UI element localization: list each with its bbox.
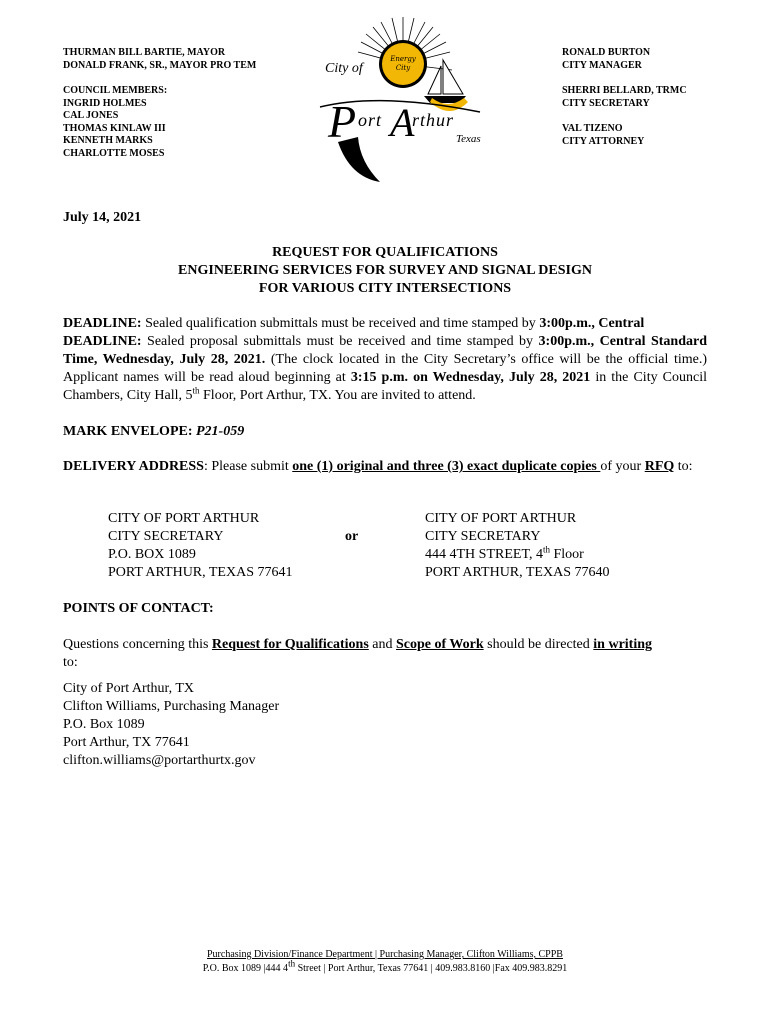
city-manager-block (562, 47, 650, 72)
logo-arthur: rthur (412, 110, 455, 130)
manager-title: CITY MANAGER (562, 59, 642, 71)
manager-name: RONALD BURTON (562, 47, 651, 58)
delivery-text-2: of your (600, 459, 645, 474)
logo-port: ort (358, 110, 383, 130)
mayor-pro-tem: DONALD FRANK, SR., MAYOR PRO TEM (63, 59, 257, 71)
deadline-text: Sealed proposal submittals must be received and time stamped by (141, 334, 539, 349)
sun-text-city: City (395, 64, 411, 72)
council-member: CHARLOTTE MOSES (63, 147, 165, 159)
street-address (425, 510, 610, 582)
opening-time: 3:15 p.m. on Wednesday, July 28, 2021 (350, 370, 591, 385)
deadline-text: Sealed qualification submittals must be received and time stamped by (141, 316, 540, 331)
contact-email: clifton.williams@portarthurtx.gov (63, 753, 256, 768)
page-footer (63, 948, 707, 976)
rfq-emphasis: Request for Qualifications (211, 637, 369, 652)
contact-info (63, 680, 279, 770)
title-line: FOR VARIOUS CITY INTERSECTIONS (258, 281, 512, 296)
logo-p-initial: P (328, 96, 357, 147)
address-line: CITY SECRETARY (108, 529, 224, 544)
delivery-copies: one (1) original and three (3) exact duplicate copies (292, 459, 601, 474)
council-member: THOMAS KINLAW III (63, 122, 166, 134)
contact-org: City of Port Arthur, TX (63, 681, 195, 696)
council-title: COUNCIL MEMBERS: (63, 85, 168, 96)
logo-city-of: City of (325, 61, 363, 76)
deadline-text-clock: (The clock located in the City Secretary’s office will be the official time.) Applicant names will be read aloud beginning at (63, 352, 708, 385)
title-line: REQUEST FOR QUALIFICATIONS (272, 245, 498, 260)
secretary-name: SHERRI BELLARD, TRMC (562, 85, 687, 96)
secretary-title: CITY SECRETARY (562, 97, 650, 109)
delivery-text-3: to: (674, 459, 693, 474)
city-attorney-block (562, 123, 644, 148)
deadline-label: DEADLINE: (63, 316, 142, 331)
address-line: PORT ARTHUR, TEXAS 77641 (108, 565, 293, 580)
document-title (63, 244, 707, 298)
address-line: PORT ARTHUR, TEXAS 77640 (425, 565, 610, 580)
deadline-text-end: Floor, Port Arthur, TX. You are invited to attend. (199, 388, 476, 403)
deadline-qualifications (63, 315, 707, 333)
ordinal-suffix: th (542, 544, 550, 555)
ordinal-suffix: th (192, 385, 200, 396)
title-line: ENGINEERING SERVICES FOR SURVEY AND SIGNAL DESIGN (178, 263, 592, 278)
rfq-number: P21-059 (196, 424, 245, 439)
address-line: CITY OF PORT ARTHUR (108, 511, 260, 526)
officials-block (63, 47, 256, 72)
contact-instructions-end: to: (63, 655, 78, 670)
writing-emphasis: in writing (593, 637, 653, 652)
mailing-address (108, 510, 293, 582)
mark-envelope-label: MARK ENVELOPE: (63, 424, 196, 439)
letter-date: July 14, 2021 (63, 210, 142, 225)
city-secretary-block (562, 85, 687, 110)
contact-city: Port Arthur, TX 77641 (63, 735, 190, 750)
address-or: or (345, 529, 359, 544)
delivery-rfq: RFQ (644, 459, 675, 474)
council-member: INGRID HOLMES (63, 97, 147, 109)
council-member: KENNETH MARKS (63, 135, 153, 146)
address-line: P.O. BOX 1089 (108, 547, 196, 562)
delivery-label: DELIVERY ADDRESS (63, 459, 204, 474)
address-line: CITY SECRETARY (425, 529, 541, 544)
attorney-title: CITY ATTORNEY (562, 135, 645, 147)
contact-instructions: Questions concerning this Request for Qualifications and Scope of Work should be directed in writing (63, 637, 653, 652)
council-member: CAL JONES (63, 110, 119, 121)
deadline-time: 3:00p.m., Central Standard Time, Wednesday, July 28, 2021. (63, 334, 707, 367)
logo-texas: Texas (456, 133, 481, 145)
mayor: THURMAN BILL BARTIE, MAYOR (63, 47, 226, 58)
deadline-proposal (63, 333, 707, 405)
sun-text-energy: Energy (390, 55, 416, 63)
delivery-text: : Please submit (203, 459, 293, 474)
address-line: 444 4TH STREET, 4th Floor (425, 544, 584, 562)
attorney-name: VAL TIZENO (562, 123, 623, 134)
scope-emphasis: Scope of Work (396, 637, 484, 652)
ordinal-suffix: th (288, 958, 296, 969)
council-block (63, 85, 167, 160)
address-line: CITY OF PORT ARTHUR (425, 511, 577, 526)
deadline-text-location: in the City Council Chambers, City Hall, 5 (63, 370, 707, 403)
contact-po-box: P.O. Box 1089 (63, 717, 145, 732)
footer-contact: P.O. Box 1089 |444 4th Street | Port Arthur, Texas 77641 | 409.983.8160 |Fax 409.983.8291 (202, 958, 568, 974)
contact-heading: POINTS OF CONTACT: (63, 601, 214, 616)
contact-name: Clifton Williams, Purchasing Manager (63, 699, 280, 714)
city-logo (280, 12, 495, 192)
mark-envelope (63, 423, 244, 441)
logo-a-initial: A (390, 100, 415, 145)
deadline-time: 3:00p.m., Central (539, 316, 645, 331)
footer-department: Purchasing Division/Finance Department | Purchasing Manager, Clifton Williams, CPPB (207, 949, 563, 960)
deadline-label: DEADLINE: (63, 334, 142, 349)
delivery-address (63, 458, 707, 476)
